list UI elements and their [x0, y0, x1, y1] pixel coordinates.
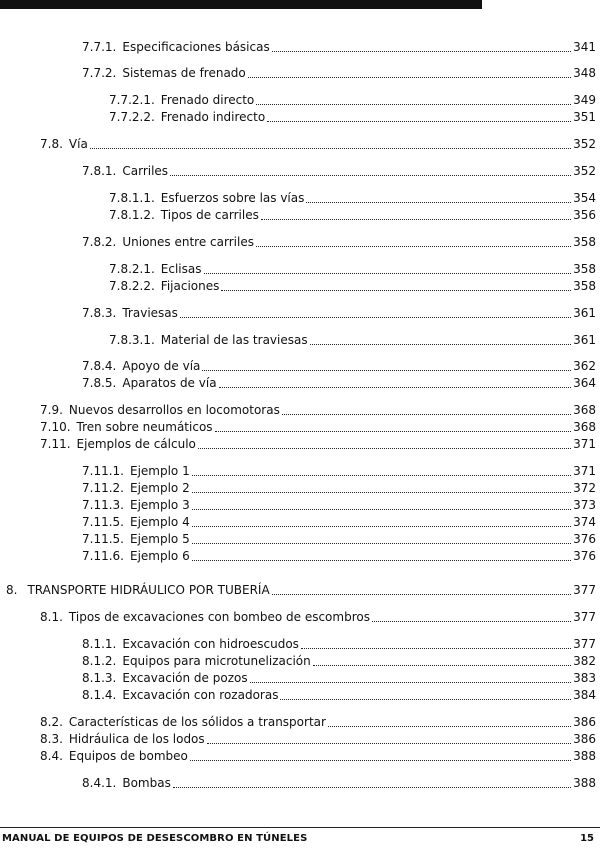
toc-page: 358 [573, 262, 596, 276]
toc-page: 384 [573, 688, 596, 702]
toc-number: 8.1.4. [82, 688, 117, 702]
dot-leader [90, 148, 571, 149]
dot-leader [301, 648, 571, 649]
toc-page: 371 [573, 437, 596, 451]
toc-entry-7-8-2-1[interactable] [109, 261, 596, 277]
dot-leader [272, 594, 571, 595]
toc-number: 7.8. [40, 137, 63, 151]
toc-page: 341 [573, 40, 596, 54]
toc-page: 382 [573, 654, 596, 668]
toc-page: 356 [573, 208, 596, 222]
toc-number: 8.1.1. [82, 637, 117, 651]
toc-title: Ejemplo 6 [129, 549, 190, 563]
toc-title: Bombas [122, 776, 171, 790]
toc-title: Carriles [122, 164, 169, 178]
dot-leader [248, 77, 571, 78]
toc-title: Vía [68, 137, 88, 151]
toc-number: 8. [6, 583, 18, 597]
toc-entry-7-11[interactable] [40, 436, 596, 452]
toc-page: 376 [573, 532, 596, 546]
toc-entry-7-11-6[interactable] [82, 548, 596, 564]
toc-number: 7.9. [40, 403, 63, 417]
dot-leader [306, 202, 571, 203]
toc-entry-8-1[interactable] [40, 609, 596, 625]
toc-number: 7.10. [40, 420, 71, 434]
toc-number: 7.8.3. [82, 306, 117, 320]
toc-page: 364 [573, 376, 596, 390]
toc-title: Ejemplo 2 [129, 481, 190, 495]
toc-page: 388 [573, 776, 596, 790]
toc-title: Ejemplo 3 [129, 498, 190, 512]
toc-entry-7-7-2-1[interactable] [109, 92, 596, 108]
toc-title: Ejemplos de cálculo [76, 437, 196, 451]
toc-title: Traviesas [122, 306, 178, 320]
dot-leader [219, 387, 572, 388]
dot-leader [280, 699, 571, 700]
toc-title: Ejemplo 4 [129, 515, 190, 529]
toc-number: 7.11. [40, 437, 71, 451]
dot-leader [192, 492, 571, 493]
toc-number: 7.8.5. [82, 376, 117, 390]
toc-number: 7.8.2.2. [109, 279, 155, 293]
toc-title: Tipos de carriles [160, 208, 259, 222]
dot-leader [328, 726, 571, 727]
toc-page: 358 [573, 279, 596, 293]
toc-entry-8-4[interactable] [40, 748, 596, 764]
toc-number: 7.7.2. [82, 66, 117, 80]
footer-rule [0, 827, 600, 828]
dot-leader [204, 273, 572, 274]
dot-leader [190, 760, 571, 761]
toc-title: Frenado directo [160, 93, 255, 107]
dot-leader [256, 246, 571, 247]
toc-entry-7-11-1[interactable] [82, 463, 596, 479]
toc-page: 373 [573, 498, 596, 512]
dot-leader [256, 104, 571, 105]
toc-page: 372 [573, 481, 596, 495]
toc-title: Equipos para microtunelización [122, 654, 311, 668]
toc-entry-7-8-2[interactable] [82, 234, 596, 250]
toc-title: Esfuerzos sobre las vías [160, 191, 305, 205]
dot-leader [170, 175, 571, 176]
toc-number: 7.8.2. [82, 235, 117, 249]
toc-page: 386 [573, 732, 596, 746]
toc-number: 7.7.1. [82, 40, 117, 54]
toc-number: 7.8.1.2. [109, 208, 155, 222]
toc-number: 7.8.1.1. [109, 191, 155, 205]
toc-page: 388 [573, 749, 596, 763]
toc-title: Frenado indirecto [160, 110, 266, 124]
toc-entry-8[interactable] [6, 582, 596, 598]
toc-page: 386 [573, 715, 596, 729]
toc-title: Excavación con hidroescudos [122, 637, 299, 651]
dot-leader [310, 344, 571, 345]
toc-entry-7-8-3[interactable] [82, 305, 596, 321]
toc-entry-7-11-2[interactable] [82, 480, 596, 496]
toc-entry-7-9[interactable] [40, 402, 596, 418]
dot-leader [282, 414, 571, 415]
toc-page: 362 [573, 359, 596, 373]
toc-entry-8-1-3[interactable] [82, 670, 596, 686]
toc-title: Características de los sólidos a transportar [68, 715, 326, 729]
toc-number: 8.3. [40, 732, 63, 746]
dot-leader [192, 509, 571, 510]
dot-leader [192, 560, 571, 561]
dot-leader [221, 290, 571, 291]
toc-number: 7.11.1. [82, 464, 124, 478]
toc-entry-8-2[interactable] [40, 714, 596, 730]
dot-leader [272, 51, 571, 52]
toc-title: Apoyo de vía [122, 359, 201, 373]
toc-number: 7.11.6. [82, 549, 124, 563]
toc-entry-7-11-3[interactable] [82, 497, 596, 513]
toc-number: 7.8.2.1. [109, 262, 155, 276]
toc-entry-7-7-1[interactable] [82, 39, 596, 55]
toc-title: Aparatos de vía [122, 376, 217, 390]
toc-page: 361 [573, 333, 596, 347]
toc-title: Fijaciones [160, 279, 220, 293]
toc-number: 8.1.3. [82, 671, 117, 685]
toc-page: 377 [573, 583, 596, 597]
toc-page: 368 [573, 403, 596, 417]
toc-entry-7-8-1-2[interactable] [109, 207, 596, 223]
footer-book-title: MANUAL DE EQUIPOS DE DESESCOMBRO EN TÚNELES [2, 833, 308, 844]
toc-title: Tren sobre neumáticos [76, 420, 213, 434]
toc-number: 7.8.1. [82, 164, 117, 178]
toc-entry-7-11-4[interactable] [82, 514, 596, 530]
toc-number: 8.4. [40, 749, 63, 763]
toc-title: Eclisas [160, 262, 202, 276]
toc-page: 348 [573, 66, 596, 80]
toc-entry-7-7-2-2[interactable] [109, 109, 596, 125]
toc-page: 351 [573, 110, 596, 124]
toc-title: Ejemplo 5 [129, 532, 190, 546]
toc-page: 383 [573, 671, 596, 685]
dot-leader [192, 543, 571, 544]
toc-entry-7-8-1[interactable] [82, 163, 596, 179]
toc-page: 349 [573, 93, 596, 107]
dot-leader [180, 317, 571, 318]
dot-leader [267, 121, 571, 122]
toc-entry-7-7-2[interactable] [82, 65, 596, 81]
toc-page: 371 [573, 464, 596, 478]
dot-leader [313, 665, 571, 666]
dot-leader [250, 682, 571, 683]
dot-leader [207, 743, 571, 744]
toc-number: 8.4.1. [82, 776, 117, 790]
toc-entry-8-4-1[interactable] [82, 775, 596, 791]
toc-title: Nuevos desarrollos en locomotoras [68, 403, 280, 417]
toc-title: Especificaciones básicas [122, 40, 270, 54]
toc-number: 7.11.3. [82, 498, 124, 512]
toc-entry-8-1-1[interactable] [82, 636, 596, 652]
toc-number: 7.11.5. [82, 532, 124, 546]
toc-title: Excavación con rozadoras [122, 688, 279, 702]
toc-title: Sistemas de frenado [122, 66, 246, 80]
toc-number: 8.1.2. [82, 654, 117, 668]
toc-number: 7.7.2.2. [109, 110, 155, 124]
toc-page: 354 [573, 191, 596, 205]
toc-page: 368 [573, 420, 596, 434]
toc-title: Material de las traviesas [160, 333, 308, 347]
toc-page: 377 [573, 610, 596, 624]
dot-leader [192, 475, 571, 476]
toc-title: Uniones entre carriles [122, 235, 254, 249]
toc-page: 352 [573, 137, 596, 151]
toc-entry-7-8-3-1[interactable] [109, 332, 596, 348]
toc-entry-7-8-2-2[interactable] [109, 278, 596, 294]
dot-leader [261, 219, 571, 220]
toc-entry-7-8[interactable] [40, 136, 596, 152]
toc-entry-8-1-2[interactable] [82, 653, 596, 669]
toc-number: 7.7.2.1. [109, 93, 155, 107]
toc-entry-7-8-5[interactable] [82, 375, 596, 391]
toc-page: 361 [573, 306, 596, 320]
toc-entry-8-3[interactable] [40, 731, 596, 747]
toc-title: Tipos de excavaciones con bombeo de escombros [68, 610, 370, 624]
toc-number: 7.8.4. [82, 359, 117, 373]
toc-entry-8-1-4[interactable] [82, 687, 596, 703]
toc-page: 376 [573, 549, 596, 563]
toc-number: 7.8.3.1. [109, 333, 155, 347]
dot-leader [372, 621, 571, 622]
toc-number: 8.1. [40, 610, 63, 624]
toc-number: 7.11.2. [82, 481, 124, 495]
toc-title: Hidráulica de los lodos [68, 732, 205, 746]
toc-page: 374 [573, 515, 596, 529]
toc-number: 8.2. [40, 715, 63, 729]
dot-leader [192, 526, 571, 527]
toc-page: 358 [573, 235, 596, 249]
toc-entry-7-11-5[interactable] [82, 531, 596, 547]
dot-leader [202, 370, 571, 371]
toc-page: 352 [573, 164, 596, 178]
dot-leader [198, 448, 571, 449]
toc-entry-7-8-1-1[interactable] [109, 190, 596, 206]
toc-number: 7.11.5. [82, 515, 124, 529]
toc-title: Ejemplo 1 [129, 464, 190, 478]
dot-leader [173, 787, 571, 788]
toc-entry-7-8-4[interactable] [82, 358, 596, 374]
toc-page: 377 [573, 637, 596, 651]
toc-entry-7-10[interactable] [40, 419, 596, 435]
footer-page-number: 15 [580, 833, 594, 844]
toc-title: Excavación de pozos [122, 671, 248, 685]
toc-title: TRANSPORTE HIDRÁULICO POR TUBERÍA [27, 583, 270, 597]
toc-title: Equipos de bombeo [68, 749, 188, 763]
dot-leader [215, 431, 572, 432]
